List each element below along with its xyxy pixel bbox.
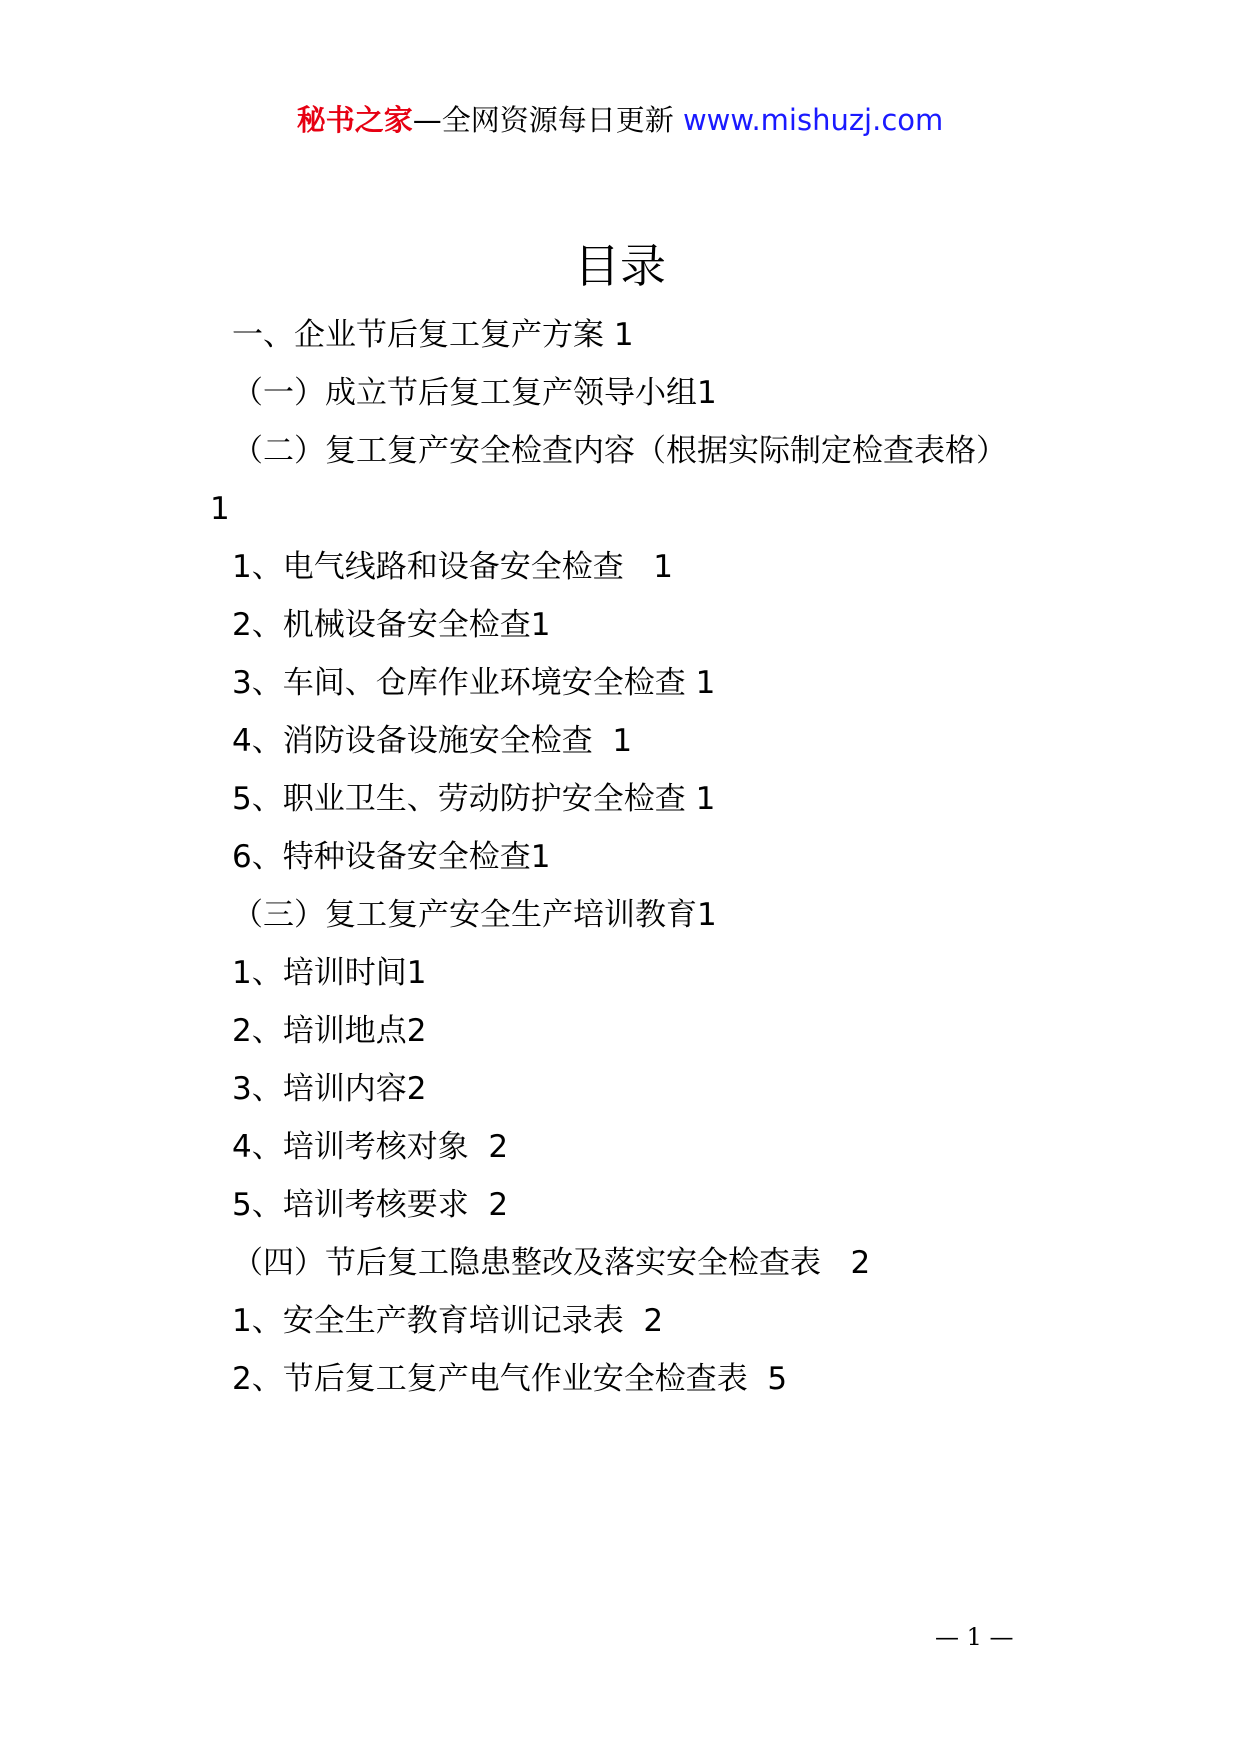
- toc-entry[interactable]: 1、电气线路和设备安全检查 1: [232, 549, 674, 585]
- toc-entry[interactable]: 一、企业节后复工复产方案 1: [232, 317, 634, 353]
- toc-entry[interactable]: 1、培训时间1: [232, 955, 427, 991]
- header-banner: [0, 100, 1240, 140]
- toc-entry[interactable]: 6、特种设备安全检查1: [232, 839, 551, 875]
- toc-entry[interactable]: 2、培训地点2: [232, 1013, 427, 1049]
- toc-entry[interactable]: 2、机械设备安全检查1: [232, 607, 551, 643]
- toc-entry[interactable]: 5、职业卫生、劳动防护安全检查 1: [232, 781, 716, 817]
- header-tagline: —全网资源每日更新: [412, 103, 683, 137]
- site-url-link[interactable]: www.mishuzj.com: [682, 103, 944, 137]
- toc-entry[interactable]: （一）成立节后复工复产领导小组1: [232, 375, 717, 411]
- toc-title: 目录: [574, 239, 666, 293]
- toc-entry[interactable]: 3、车间、仓库作业环境安全检查 1: [232, 665, 716, 701]
- toc-entry[interactable]: 3、培训内容2: [232, 1071, 427, 1107]
- toc-entry[interactable]: （三）复工复产安全生产培训教育1: [232, 897, 717, 933]
- page-number: — 1 —: [935, 1623, 1014, 1651]
- toc-entry[interactable]: 4、培训考核对象 2: [232, 1129, 509, 1165]
- brand-name: 秘书之家: [296, 103, 413, 137]
- toc-entry[interactable]: 2、节后复工复产电气作业安全检查表 5: [232, 1361, 788, 1397]
- toc-entry[interactable]: （二）复工复产安全检查内容（根据实际制定检查表格）: [232, 433, 1007, 469]
- toc-entry[interactable]: 5、培训考核要求 2: [232, 1187, 509, 1223]
- toc-entry-page-continuation[interactable]: 1: [210, 491, 230, 527]
- toc-entry[interactable]: 1、安全生产教育培训记录表 2: [232, 1303, 664, 1339]
- toc-entry[interactable]: 4、消防设备设施安全检查 1: [232, 723, 633, 759]
- toc-entry[interactable]: （四）节后复工隐患整改及落实安全检查表 2: [232, 1245, 871, 1281]
